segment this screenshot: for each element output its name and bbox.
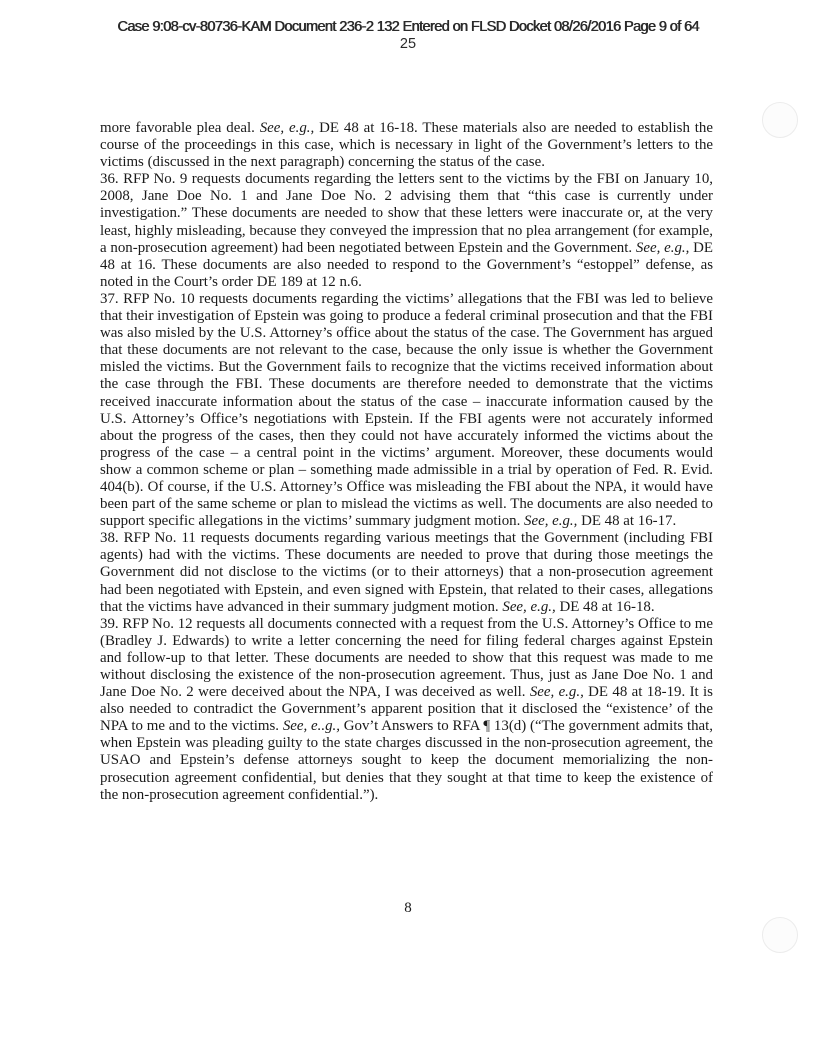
case-header: [0, 18, 816, 53]
filing-page-stamp: 25: [399, 36, 417, 52]
paragraph-37: [100, 291, 713, 530]
hole-punch-mark: [762, 917, 798, 953]
paragraph-36: [100, 171, 713, 291]
text-run: DE 48 at 16-17.: [577, 513, 677, 530]
citation-signal: See, e..g.,: [282, 718, 340, 735]
paragraph-continuation: [100, 120, 713, 171]
text-run: DE 48 at 16. These documents are also needed to respond to the Government’s “estoppel” defense, as noted in the Court’s order DE 189 at 12 n.6.: [100, 239, 713, 290]
text-run: DE 48 at 16-18. These materials also are needed to establish the course of the proceedings in this case, which is necessary in light of the Government’s letters to the victims (discussed in the next paragraph) concerning the status of the case.: [100, 120, 713, 171]
citation-signal: See, e.g.,: [635, 239, 690, 256]
citation-signal: See, e.g.,: [259, 120, 315, 136]
document-body: [100, 120, 713, 804]
text-run: more favorable plea deal.: [100, 120, 260, 136]
text-run: 36. RFP No. 9 requests documents regarding the letters sent to the victims by the FBI on January 10, 2008, Jane Doe No. 1 and Jane Doe No. 2 advising them that “this case is currently under investigation.” These documents are needed to show that these letters were inaccurate or, at the very least, highly misleading, because they conveyed the impression that no plea arrangement (for example, a non-prosecution agreement) had been negotiated between Epstein and the Government.: [100, 171, 713, 256]
case-caption-line: Case 9:08-cv-80736-KAM Document 236-2 132 Entered on FLSD Docket 08/26/2016 Page 9 of 64: [117, 19, 699, 35]
paragraph-39: [100, 616, 713, 804]
text-run: 38. RFP No. 11 requests documents regarding various meetings that the Government (including FBI agents) had with the victims. These documents are needed to prove that during those meetings the Government did not disclose to the victims (or to their attorneys) that a non-prosecution agreement had been negotiated with Epstein, and even signed with Epstein, that related to their cases, allegations that the victims have advanced in their summary judgment motion.: [100, 530, 713, 615]
text-run: Gov’t Answers to RFA ¶ 13(d) (“The government admits that, when Epstein was pleading guilty to the state charges discussed in the non-prosecution agreement, the USAO and Epstein’s defense attorneys sought to keep the document memorializing the non-prosecution agreement confidential, but denies that they sought at that time to keep the existence of the non-prosecution agreement confidential.”).: [100, 718, 713, 803]
citation-signal: See, e.g.,: [502, 598, 556, 615]
text-run: DE 48 at 16-18.: [555, 598, 655, 615]
text-run: DE 48 at 18-19. It is also needed to contradict the Government’s apparent position that it disclosed the “existence’ of the NPA to me and to the victims.: [100, 684, 713, 735]
text-run: 39. RFP No. 12 requests all documents connected with a request from the U.S. Attorney’s Office to me (Bradley J. Edwards) to write a letter concerning the need for filing federal charges against Epstein and follow-up to that letter. These documents are needed to show that this request was made to me without disclosing the existence of the non-prosecution agreement. Thus, just as Jane Doe No. 1 and Jane Doe No. 2 were deceived about the NPA, I was deceived as well.: [100, 615, 713, 701]
hole-punch-mark: [762, 102, 798, 138]
citation-signal: See, e.g.,: [524, 513, 578, 530]
paragraph-38: [100, 530, 713, 615]
citation-signal: See, e.g.,: [529, 684, 584, 701]
text-run: 37. RFP No. 10 requests documents regarding the victims’ allegations that the FBI was led to believe that their investigation of Epstein was going to produce a federal criminal prosecution and that the FBI was also misled by the U.S. Attorney’s office about the status of the case. The Government has argued that these documents are not relevant to the case, because the only issue is whether the Government misled the victims. But the Government fails to recognize that the victims received information about the case through the FBI. These documents are therefore needed to demonstrate that the victims received inaccurate information about the status of the case – inaccurate information caused by the U.S. Attorney’s Office’s negotiations with Epstein. If the FBI agents were not accurately informed about the progress of the cases, then they could not have accurately informed the victims about the progress of the case – a central point in the victims’ argument. Moreover, these documents would show a common scheme or plan – something made admissible in a trial by operation of Fed. R. Evid. 404(b). Of course, if the U.S. Attorney’s Office was misleading the FBI about the NPA, it would have been part of the same scheme or plan to mislead the victims as well. The documents are also needed to support specific allegations in the victims’ summary judgment motion.: [100, 290, 713, 530]
page-number: 8: [404, 900, 412, 916]
